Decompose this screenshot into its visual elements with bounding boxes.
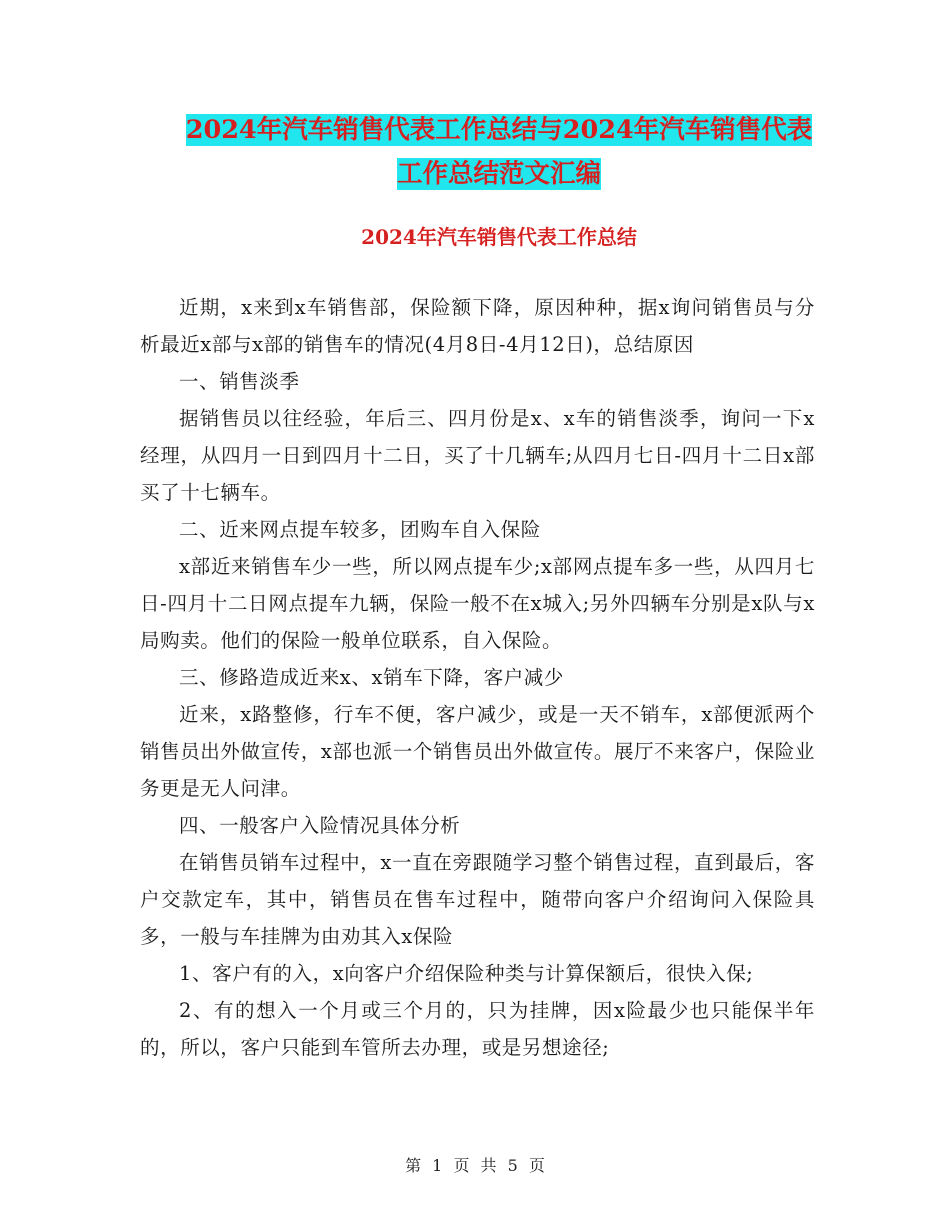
title-line-1: 2024年汽车销售代表工作总结与2024年汽车销售代表 [185, 115, 813, 145]
heading-2: 二、近来网点提车较多，团购车自入保险 [179, 518, 541, 541]
heading-3: 三、修路造成近来x、x销车下降，客户减少 [179, 666, 564, 689]
paragraph-intro: 近期，x来到x车销售部，保险额下降，原因种种，据x询问销售员与分析最近x部与x部的销售车的情况(4月8日-4月12日)，总结原因 [140, 296, 815, 356]
paragraph-3: 近来，x路整修，行车不便，客户减少，或是一天不销车，x部便派两个销售员出外做宣传，x部也派一个销售员出外做宣传。展厅不来客户，保险业务更是无人问津。 [140, 703, 815, 800]
heading-1: 一、销售淡季 [179, 370, 300, 393]
list-item-1: 1、客户有的入，x向客户介绍保险种类与计算保额后，很快入保; [179, 962, 754, 985]
list-item-2: 2、有的想入一个月或三个月的，只为挂牌，因x险最少也只能保半年的，所以，客户只能到车管所去办理，或是另想途径; [140, 999, 815, 1059]
document-body [140, 289, 815, 1066]
document-title [140, 108, 858, 196]
paragraph-4: 在销售员销车过程中，x一直在旁跟随学习整个销售过程，直到最后，客户交款定车，其中，销售员在售车过程中，随带向客户介绍询问入保险具多，一般与车挂牌为由劝其入x保险 [140, 851, 815, 948]
paragraph-1: 据销售员以往经验，年后三、四月份是x、x车的销售淡季，询问一下x经理，从四月一日到四月十二日，买了十几辆车;从四月七日-四月十二日x部买了十七辆车。 [140, 407, 815, 504]
section-title: 2024年汽车销售代表工作总结 [361, 225, 637, 249]
title-line-2: 工作总结范文汇编 [396, 159, 601, 189]
paragraph-2: x部近来销售车少一些，所以网点提车少;x部网点提车多一些，从四月七日-四月十二日网点提车九辆，保险一般不在x城入;另外四辆车分别是x队与x局购卖。他们的保险一般单位联系，自入保险。 [140, 555, 815, 652]
page-footer: 第 1 页 共 5 页 [405, 1156, 545, 1175]
heading-4: 四、一般客户入险情况具体分析 [179, 814, 461, 837]
